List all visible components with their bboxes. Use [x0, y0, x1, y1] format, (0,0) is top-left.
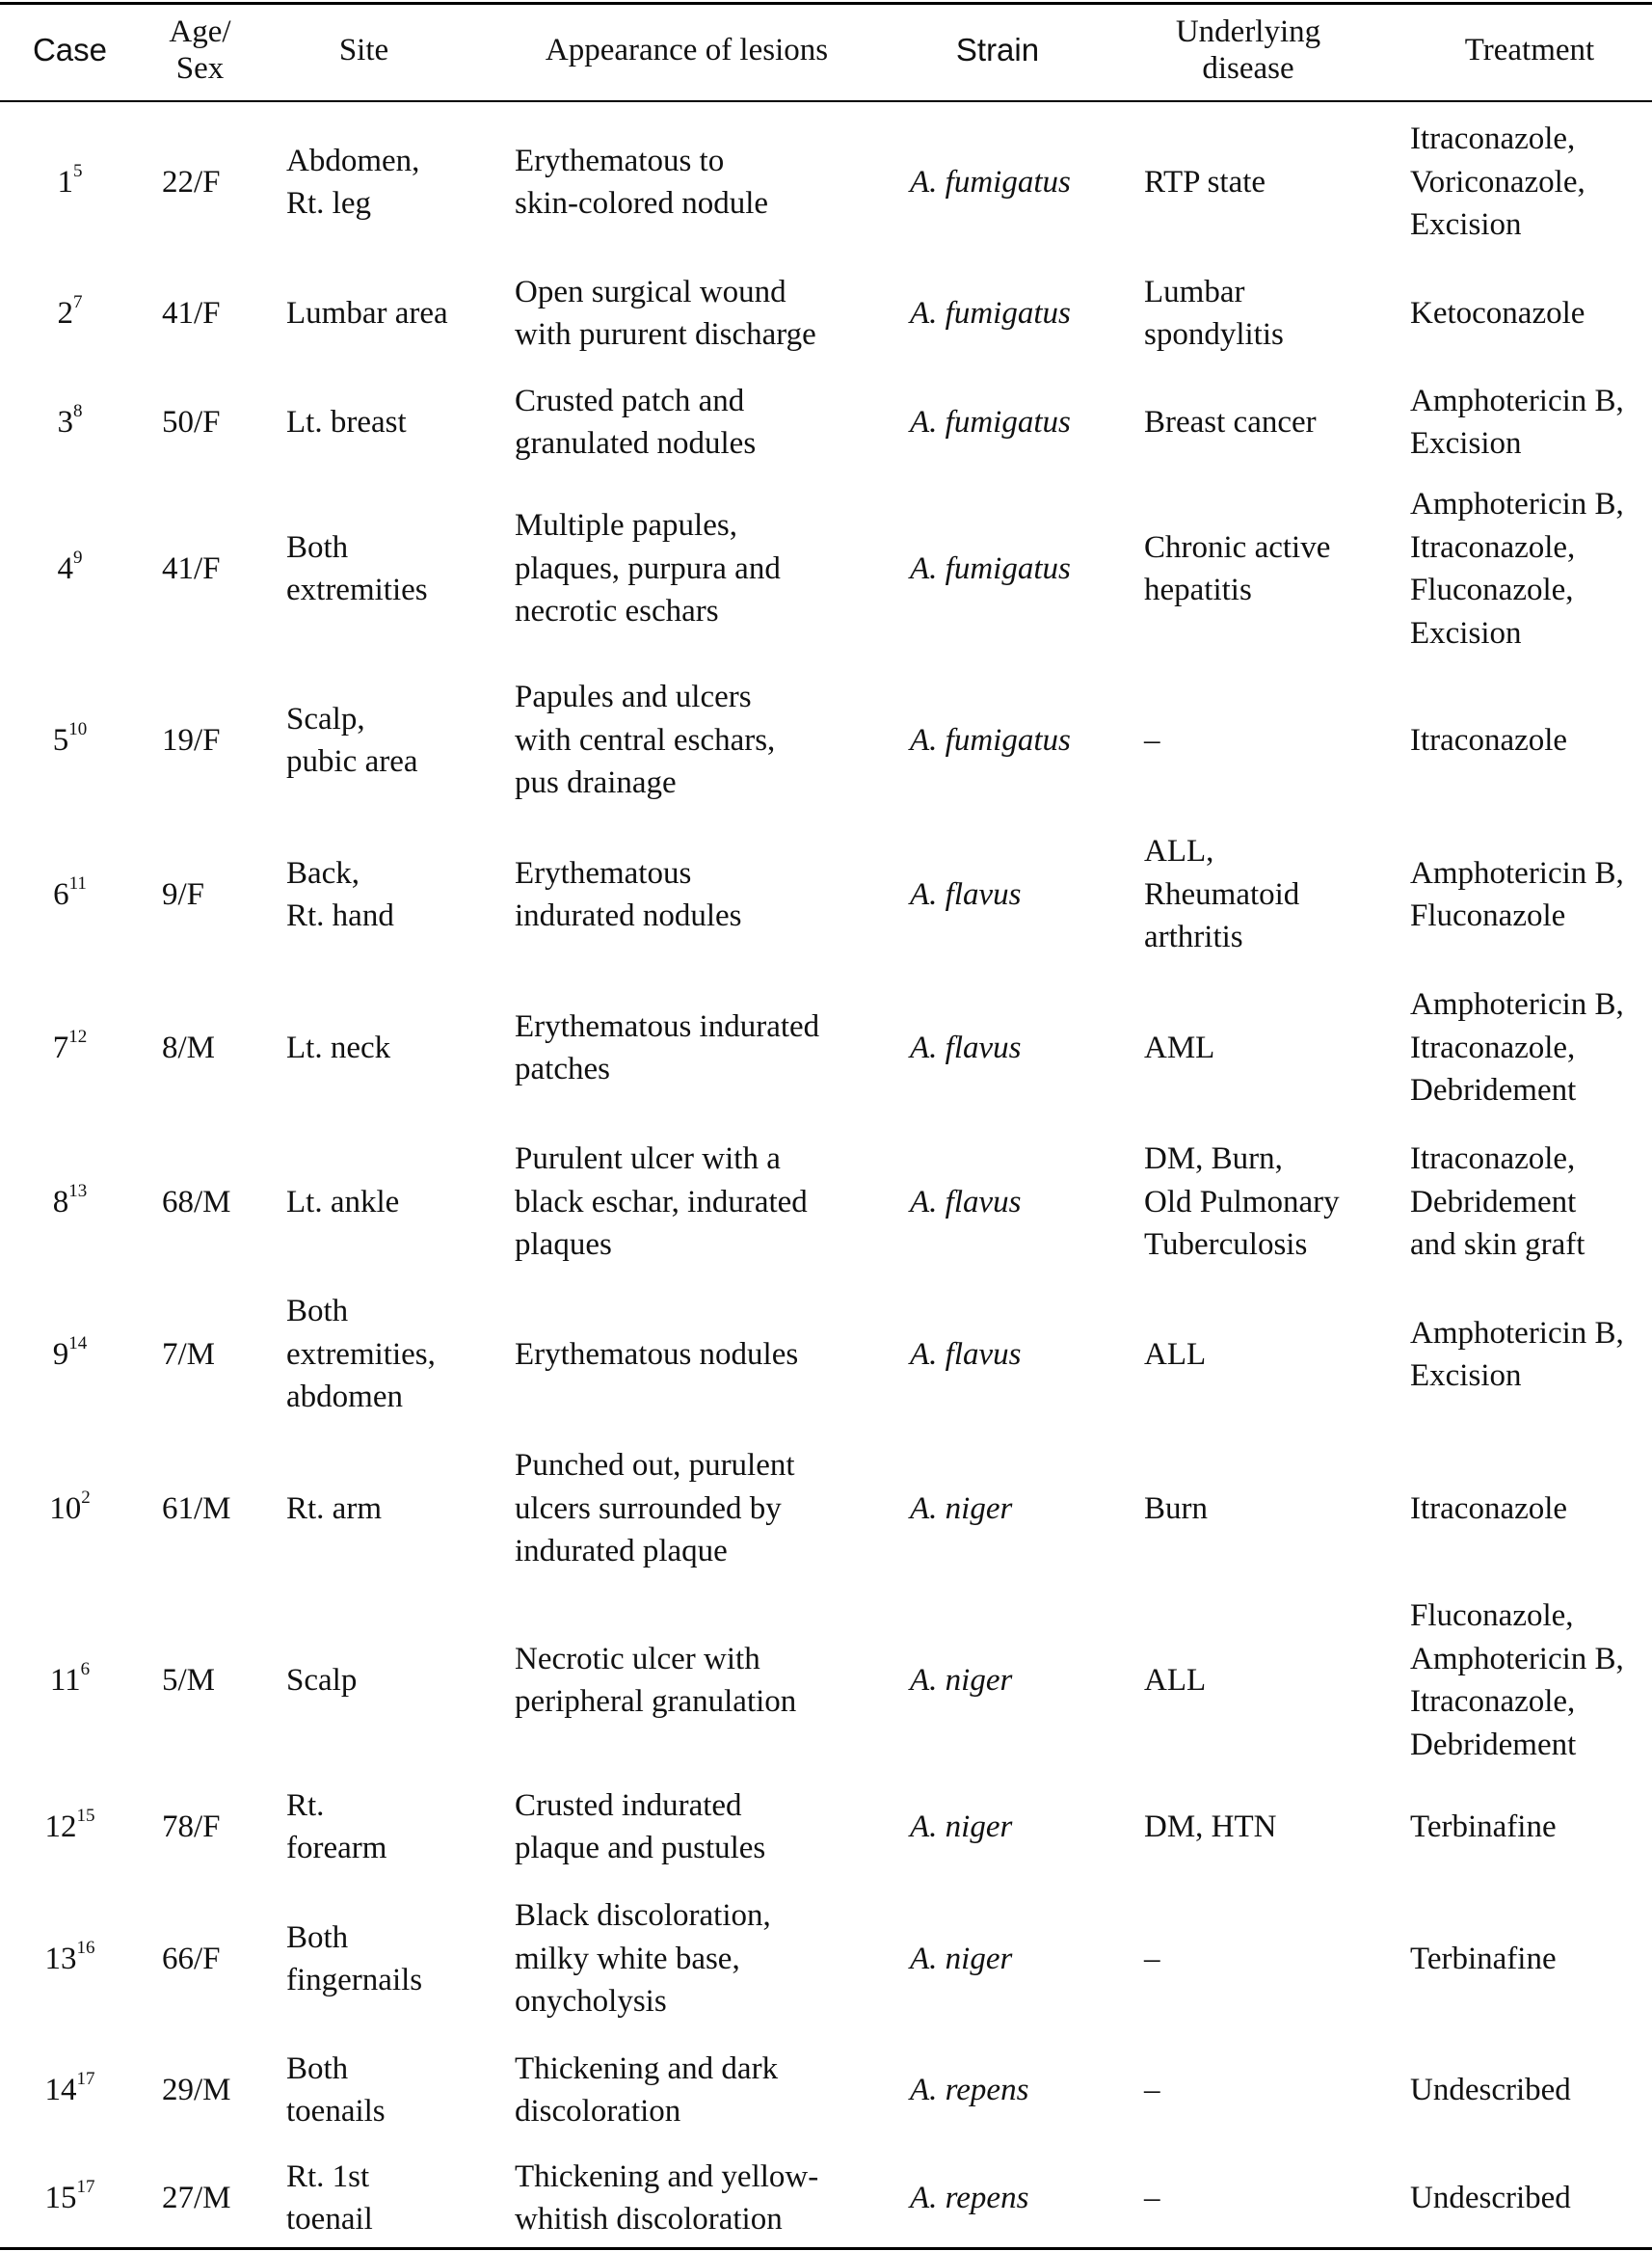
strain-cell: [910, 1887, 1103, 2031]
treatment-text: Ketoconazole: [1410, 295, 1585, 331]
underlying-disease-cell: [1144, 124, 1404, 240]
reference-superscript: 16: [76, 1937, 95, 1958]
case-number-cell: [0, 124, 140, 240]
treatment-cell: [1410, 1774, 1652, 1880]
appearance-text: Open surgical wound with pururent discharge: [515, 274, 816, 352]
site-text: Lt. neck: [286, 1030, 391, 1065]
case-number-cell: [0, 976, 140, 1120]
case-id: 1: [57, 164, 73, 200]
treatment-cell: [1410, 2155, 1652, 2241]
strain-cell: [910, 1436, 1103, 1581]
underlying-disease-cell: [1144, 265, 1404, 362]
site-text: Abdomen, Rt. leg: [286, 143, 420, 221]
appearance-text: Erythematous nodules: [515, 1336, 799, 1372]
age-sex-text: 9/F: [162, 876, 205, 912]
underlying-disease-text: AML: [1144, 1030, 1215, 1065]
treatment-cell: [1410, 374, 1652, 470]
treatment-cell: [1410, 1130, 1652, 1274]
underlying-disease-cell: [1144, 1598, 1404, 1762]
strain-cell: [910, 2037, 1103, 2143]
case-id: 2: [57, 295, 73, 331]
case-number: [58, 161, 83, 204]
column-header: Strain: [955, 32, 1040, 67]
site-cell: [286, 663, 479, 817]
treatment-cell: [1410, 822, 1652, 967]
case-id: 11: [49, 1662, 81, 1698]
site-text: Lumbar area: [286, 295, 448, 331]
age-sex-cell: [162, 477, 287, 660]
case-number-cell: [0, 663, 140, 817]
case-id: 14: [44, 2072, 77, 2107]
age-sex-cell: [162, 1774, 287, 1880]
appearance-cell: [515, 1774, 900, 1880]
site-text: Both toenails: [286, 2050, 386, 2129]
treatment-cell: [1410, 1887, 1652, 2031]
site-cell: [286, 1774, 479, 1880]
treatment-text: Itraconazole, Voriconazole, Excision: [1410, 121, 1585, 243]
strain-text: A. niger: [910, 1490, 1013, 1526]
site-cell: [286, 1282, 479, 1427]
strain-text: A. fumigatus: [910, 404, 1071, 440]
site-cell: [286, 1887, 479, 2031]
appearance-text: Multiple papules, plaques, purpura and necrotic eschars: [515, 508, 781, 630]
strain-text: A. fumigatus: [910, 722, 1071, 758]
case-number-cell: [0, 374, 140, 470]
case-number: [58, 548, 83, 591]
age-sex-text: 61/M: [162, 1490, 231, 1526]
case-number: [53, 873, 87, 917]
case-number: [53, 1181, 88, 1224]
reference-superscript: 5: [73, 160, 83, 181]
underlying-disease-cell: [1144, 1887, 1404, 2031]
treatment-cell: [1410, 1598, 1652, 1762]
case-number: [45, 1806, 95, 1849]
case-number: [53, 719, 88, 763]
underlying-disease-text: –: [1144, 2072, 1160, 2107]
case-id: 6: [53, 876, 69, 912]
underlying-disease-text: Chronic active hepatitis: [1144, 529, 1331, 607]
age-sex-text: 8/M: [162, 1030, 216, 1065]
site-text: Rt. arm: [286, 1490, 382, 1526]
case-number: [58, 401, 83, 444]
strain-text: A. niger: [910, 1941, 1013, 1976]
underlying-disease-text: Burn: [1144, 1490, 1208, 1526]
treatment-text: Itraconazole: [1410, 722, 1568, 758]
appearance-text: Erythematous indurated patches: [515, 1008, 820, 1086]
strain-text: A. flavus: [910, 876, 1022, 912]
underlying-disease-cell: [1144, 663, 1404, 817]
case-number: [53, 1027, 88, 1070]
strain-text: A. repens: [910, 2180, 1029, 2215]
treatment-text: Terbinafine: [1410, 1809, 1557, 1844]
strain-cell: [910, 265, 1103, 362]
age-sex-text: 50/F: [162, 404, 221, 440]
appearance-text: Black discoloration, milky white base, onycholysis: [515, 1898, 771, 2020]
underlying-disease-cell: [1144, 1130, 1404, 1274]
underlying-disease-text: ALL, Rheumatoid arthritis: [1144, 834, 1300, 955]
case-number-cell: [0, 1130, 140, 1274]
case-id: 9: [52, 1336, 69, 1372]
appearance-cell: [515, 477, 900, 660]
reference-superscript: 14: [68, 1332, 88, 1353]
site-cell: [286, 1598, 479, 1762]
column-header: Underlying disease: [1175, 14, 1321, 86]
age-sex-cell: [162, 265, 287, 362]
strain-cell: [910, 822, 1103, 967]
reference-superscript: 2: [81, 1487, 91, 1508]
age-sex-text: 7/M: [162, 1336, 216, 1372]
treatment-cell: [1410, 1282, 1652, 1427]
underlying-disease-cell: [1144, 374, 1404, 470]
reference-superscript: 17: [76, 2176, 95, 2197]
underlying-disease-text: –: [1144, 1941, 1160, 1976]
case-number-cell: [0, 1774, 140, 1880]
appearance-text: Necrotic ulcer with peripheral granulation: [515, 1641, 797, 1719]
strain-cell: [910, 1774, 1103, 1880]
case-number: [58, 292, 83, 335]
underlying-disease-cell: [1144, 2037, 1404, 2143]
age-sex-cell: [162, 2155, 287, 2241]
age-sex-text: 19/F: [162, 722, 221, 758]
appearance-cell: [515, 1436, 900, 1581]
appearance-cell: [515, 2155, 900, 2241]
appearance-text: Erythematous to skin-colored nodule: [515, 143, 769, 221]
underlying-disease-text: RTP state: [1144, 164, 1266, 200]
case-number-cell: [0, 2155, 140, 2241]
age-sex-text: 29/M: [162, 2072, 231, 2107]
treatment-cell: [1410, 121, 1652, 243]
site-cell: [286, 374, 479, 470]
underlying-disease-cell: [1144, 1282, 1404, 1427]
underlying-disease-cell: [1144, 477, 1404, 660]
treatment-text: Amphotericin B, Itraconazole, Fluconazole, Excision: [1410, 487, 1624, 651]
site-text: Back, Rt. hand: [286, 855, 394, 933]
reference-superscript: 15: [76, 1805, 95, 1826]
site-cell: [286, 1130, 479, 1274]
appearance-cell: [515, 374, 900, 470]
appearance-cell: [515, 2037, 900, 2143]
treatment-text: Undescribed: [1410, 2180, 1571, 2215]
site-cell: [286, 2037, 479, 2143]
site-cell: [286, 477, 479, 660]
case-number-cell: [0, 1282, 140, 1427]
treatment-cell: [1410, 265, 1652, 362]
case-number-cell: [0, 2037, 140, 2143]
age-sex-text: 41/F: [162, 295, 221, 331]
underlying-disease-text: ALL: [1144, 1662, 1207, 1698]
underlying-disease-text: Breast cancer: [1144, 404, 1317, 440]
reference-superscript: 12: [68, 1026, 88, 1047]
case-number: [45, 2069, 95, 2112]
age-sex-cell: [162, 976, 287, 1120]
treatment-cell: [1410, 2037, 1652, 2143]
case-number: [50, 1659, 90, 1702]
strain-cell: [910, 663, 1103, 817]
appearance-cell: [515, 1130, 900, 1274]
site-cell: [286, 822, 479, 967]
appearance-cell: [515, 1887, 900, 2031]
strain-cell: [910, 2155, 1103, 2241]
case-id: 13: [44, 1941, 77, 1976]
reference-superscript: 6: [80, 1658, 91, 1679]
column-header: Site: [338, 33, 389, 67]
age-sex-cell: [162, 1130, 287, 1274]
age-sex-cell: [162, 663, 287, 817]
age-sex-cell: [162, 2037, 287, 2143]
case-number-cell: [0, 1436, 140, 1581]
appearance-cell: [515, 124, 900, 240]
strain-cell: [910, 1598, 1103, 1762]
age-sex-cell: [162, 1598, 287, 1762]
case-number-cell: [0, 1887, 140, 2031]
column-header: Appearance of lesions: [545, 33, 829, 67]
case-number-cell: [0, 265, 140, 362]
treatment-text: Undescribed: [1410, 2072, 1571, 2107]
age-sex-text: 78/F: [162, 1809, 221, 1844]
case-id: 7: [52, 1030, 69, 1065]
site-cell: [286, 1436, 479, 1581]
treatment-text: Amphotericin B, Fluconazole: [1410, 855, 1624, 933]
appearance-text: Crusted indurated plaque and pustules: [515, 1787, 766, 1865]
treatment-text: Amphotericin B, Excision: [1410, 383, 1624, 461]
underlying-disease-text: DM, Burn, Old Pulmonary Tuberculosis: [1144, 1141, 1340, 1263]
treatment-text: Itraconazole, Debridement and skin graft: [1410, 1141, 1585, 1263]
strain-text: A. flavus: [910, 1030, 1022, 1065]
site-text: Rt. forearm: [286, 1787, 387, 1865]
appearance-text: Thickening and dark discoloration: [515, 2050, 779, 2129]
case-id: 12: [44, 1809, 77, 1844]
site-text: Both fingernails: [286, 1919, 423, 1997]
case-number-cell: [0, 477, 140, 660]
reference-superscript: 9: [73, 547, 83, 568]
age-sex-cell: [162, 1282, 287, 1427]
site-cell: [286, 124, 479, 240]
strain-text: A. repens: [910, 2072, 1029, 2107]
treatment-cell: [1410, 1436, 1652, 1581]
strain-cell: [910, 477, 1103, 660]
appearance-cell: [515, 1282, 900, 1427]
column-header: Age/ Sex: [169, 14, 231, 86]
column-header: Treatment: [1464, 33, 1595, 67]
age-sex-text: 22/F: [162, 164, 221, 200]
age-sex-cell: [162, 822, 287, 967]
age-sex-text: 5/M: [162, 1662, 216, 1698]
treatment-cell: [1410, 976, 1652, 1120]
treatment-cell: [1410, 663, 1652, 817]
appearance-cell: [515, 976, 900, 1120]
case-id: 15: [44, 2180, 77, 2215]
underlying-disease-cell: [1144, 1774, 1404, 1880]
age-sex-cell: [162, 1887, 287, 2031]
underlying-disease-cell: [1144, 822, 1404, 967]
appearance-text: Punched out, purulent ulcers surrounded by indurated plaque: [515, 1448, 795, 1569]
underlying-disease-text: ALL: [1144, 1336, 1207, 1372]
age-sex-text: 68/M: [162, 1184, 231, 1219]
strain-text: A. flavus: [910, 1184, 1022, 1219]
appearance-cell: [515, 663, 900, 817]
case-number: [45, 1938, 95, 1981]
appearance-text: Thickening and yellow- whitish discoloration: [515, 2158, 819, 2237]
strain-cell: [910, 374, 1103, 470]
strain-cell: [910, 1282, 1103, 1427]
case-id: 5: [52, 722, 69, 758]
underlying-disease-text: DM, HTN: [1144, 1809, 1277, 1844]
site-cell: [286, 976, 479, 1120]
underlying-disease-cell: [1144, 976, 1404, 1120]
case-id: 3: [57, 404, 73, 440]
appearance-cell: [515, 1598, 900, 1762]
underlying-disease-text: Lumbar spondylitis: [1144, 274, 1284, 352]
reference-superscript: 11: [68, 872, 87, 894]
strain-text: A. fumigatus: [910, 295, 1071, 331]
strain-cell: [910, 976, 1103, 1120]
underlying-disease-text: –: [1144, 2180, 1160, 2215]
treatment-text: Amphotericin B, Excision: [1410, 1315, 1624, 1393]
age-sex-cell: [162, 124, 287, 240]
age-sex-cell: [162, 1436, 287, 1581]
case-number: [45, 2177, 95, 2220]
appearance-text: Crusted patch and granulated nodules: [515, 383, 757, 461]
age-sex-text: 27/M: [162, 2180, 231, 2215]
treatment-text: Amphotericin B, Itraconazole, Debridement: [1410, 987, 1624, 1109]
header-rule: [0, 100, 1652, 102]
treatment-text: Terbinafine: [1410, 1941, 1557, 1976]
reference-superscript: 8: [73, 400, 83, 421]
site-text: Rt. 1st toenail: [286, 2158, 373, 2237]
site-text: Scalp, pubic area: [286, 701, 418, 779]
appearance-text: Erythematous indurated nodules: [515, 855, 742, 933]
case-id: 8: [52, 1184, 69, 1219]
appearance-text: Purulent ulcer with a black eschar, indurated plaques: [515, 1141, 808, 1263]
appearance-text: Papules and ulcers with central eschars, pus drainage: [515, 680, 776, 801]
strain-cell: [910, 124, 1103, 240]
treatment-text: Itraconazole: [1410, 1490, 1568, 1526]
site-text: Scalp: [286, 1662, 358, 1698]
appearance-cell: [515, 265, 900, 362]
strain-text: A. niger: [910, 1662, 1013, 1698]
case-number: [49, 1487, 91, 1531]
site-cell: [286, 265, 479, 362]
strain-text: A. fumigatus: [910, 164, 1071, 200]
age-sex-text: 66/F: [162, 1941, 221, 1976]
treatment-text: Fluconazole, Amphotericin B, Itraconazole, Debridement: [1410, 1598, 1624, 1762]
strain-text: A. fumigatus: [910, 550, 1071, 586]
age-sex-text: 41/F: [162, 550, 221, 586]
reference-superscript: 7: [73, 291, 83, 312]
table-bottom-rule: [0, 2247, 1652, 2250]
case-id: 4: [57, 550, 73, 586]
column-header: Case: [32, 32, 108, 67]
case-number: [53, 1333, 88, 1377]
strain-text: A. niger: [910, 1809, 1013, 1844]
reference-superscript: 10: [68, 718, 88, 739]
reference-superscript: 17: [76, 2068, 95, 2089]
underlying-disease-cell: [1144, 1436, 1404, 1581]
site-text: Lt. breast: [286, 404, 407, 440]
reference-superscript: 13: [68, 1180, 88, 1201]
case-id: 10: [49, 1490, 82, 1526]
underlying-disease-text: –: [1144, 722, 1160, 758]
site-text: Both extremities, abdomen: [286, 1294, 436, 1415]
site-text: Both extremities: [286, 529, 428, 607]
strain-text: A. flavus: [910, 1336, 1022, 1372]
site-text: Lt. ankle: [286, 1184, 400, 1219]
underlying-disease-cell: [1144, 2155, 1404, 2241]
site-cell: [286, 2155, 479, 2241]
age-sex-cell: [162, 374, 287, 470]
treatment-cell: [1410, 477, 1652, 660]
appearance-cell: [515, 822, 900, 967]
case-number-cell: [0, 1598, 140, 1762]
case-number-cell: [0, 822, 140, 967]
strain-cell: [910, 1130, 1103, 1274]
